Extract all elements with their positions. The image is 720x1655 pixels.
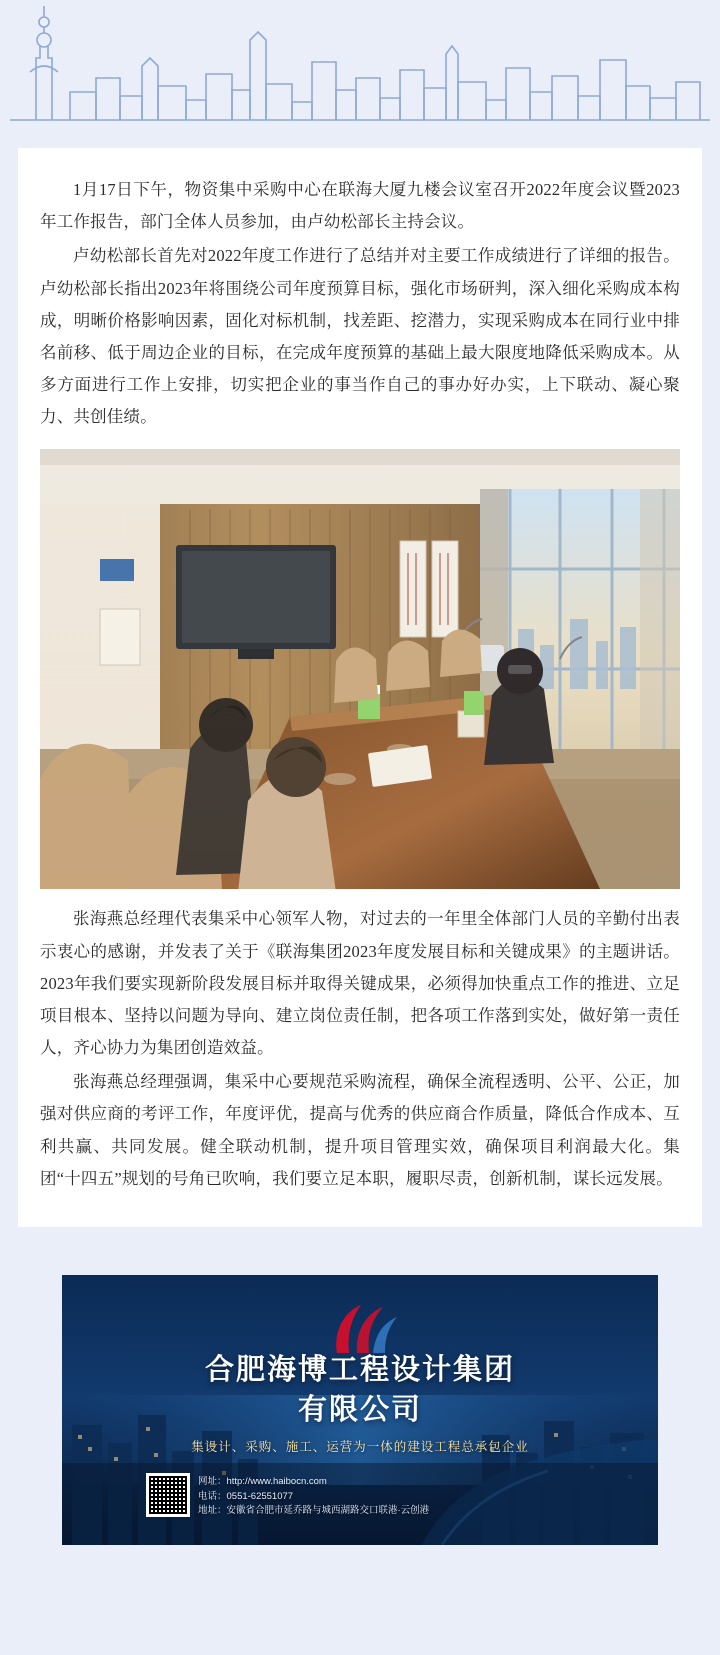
contact-info [198, 1475, 429, 1519]
bottom-spacer [0, 1545, 720, 1567]
header-banner [0, 0, 720, 130]
paragraph-3: 张海燕总经理代表集采中心领军人物，对过去的一年里全体部门人员的辛勤付出表示衷心的感谢，并发表了关于《联海集团2023年度发展目标和关键成果》的主题讲话。2023年我们要实现新阶段发展目标并取得关键成果，必须得加快重点工作的推进、立足项目根本、坚持以问题为导向、建立岗位责任制，把各项工作落到实处，做好第一责任人，齐心协力为集团创造效益。 [40, 909, 680, 1058]
paragraph-2: 卢幼松部长首先对2022年度工作进行了总结并对主要工作成绩进行了详细的报告。卢幼松部长指出2023年将围绕公司年度预算目标，强化市场研判，深入细化采购成本构成，明晰价格影响因素，固化对标机制，找差距、挖潜力，实现采购成本在同行业中排名前移、低于周边企业的目标，在完成年度预算的基础上最大限度地降低采购成本。从多方面进行工作上安排，切实把企业的事当作自己的事办好办实，上下联动、凝心聚力、共创佳绩。 [40, 246, 680, 427]
city-skyline-icon [0, 0, 720, 130]
company-name-line1: 合肥海博工程设计集团 [204, 1353, 515, 1386]
paragraph-4: 张海燕总经理强调，集采中心要规范采购流程，确保全流程透明、公平、公正，加强对供应商的考评工作，年度评优，提高与优秀的供应商合作质量，降低合作成本、互利共赢、共同发展。健全联动机制，提升项目管理实效，确保项目利润最大化。集团“十四五”规划的号角已吹响，我们要立足本职，履职尽责，创新机制，谋长远发展。 [40, 1072, 680, 1188]
article-card [18, 148, 702, 1227]
paragraph-1: 1月17日下午，物资集中采购中心在联海大厦九楼会议室召开2022年度会议暨2023年工作报告，部门全体人员参加，由卢幼松部长主持会议。 [40, 180, 680, 232]
meeting-room-photo [40, 449, 680, 889]
qr-code[interactable] [146, 1473, 190, 1517]
company-name-line2: 有限公司 [297, 1393, 422, 1426]
ad-section [0, 1275, 720, 1567]
company-ad-banner[interactable] [62, 1275, 658, 1545]
qr-code-pattern [149, 1476, 187, 1514]
meeting-photo-illustration [40, 449, 680, 889]
company-slogan: 集设计、采购、施工、运营为一体的建设工程总承包企业 [191, 1439, 529, 1454]
website-label: 网址：http://www.haibocn.com [198, 1475, 327, 1487]
phone-label: 电话：0551-62551077 [198, 1490, 294, 1502]
address-label: 地址：安徽省合肥市延乔路与城西湖路交口联港·云创港 [198, 1505, 430, 1517]
